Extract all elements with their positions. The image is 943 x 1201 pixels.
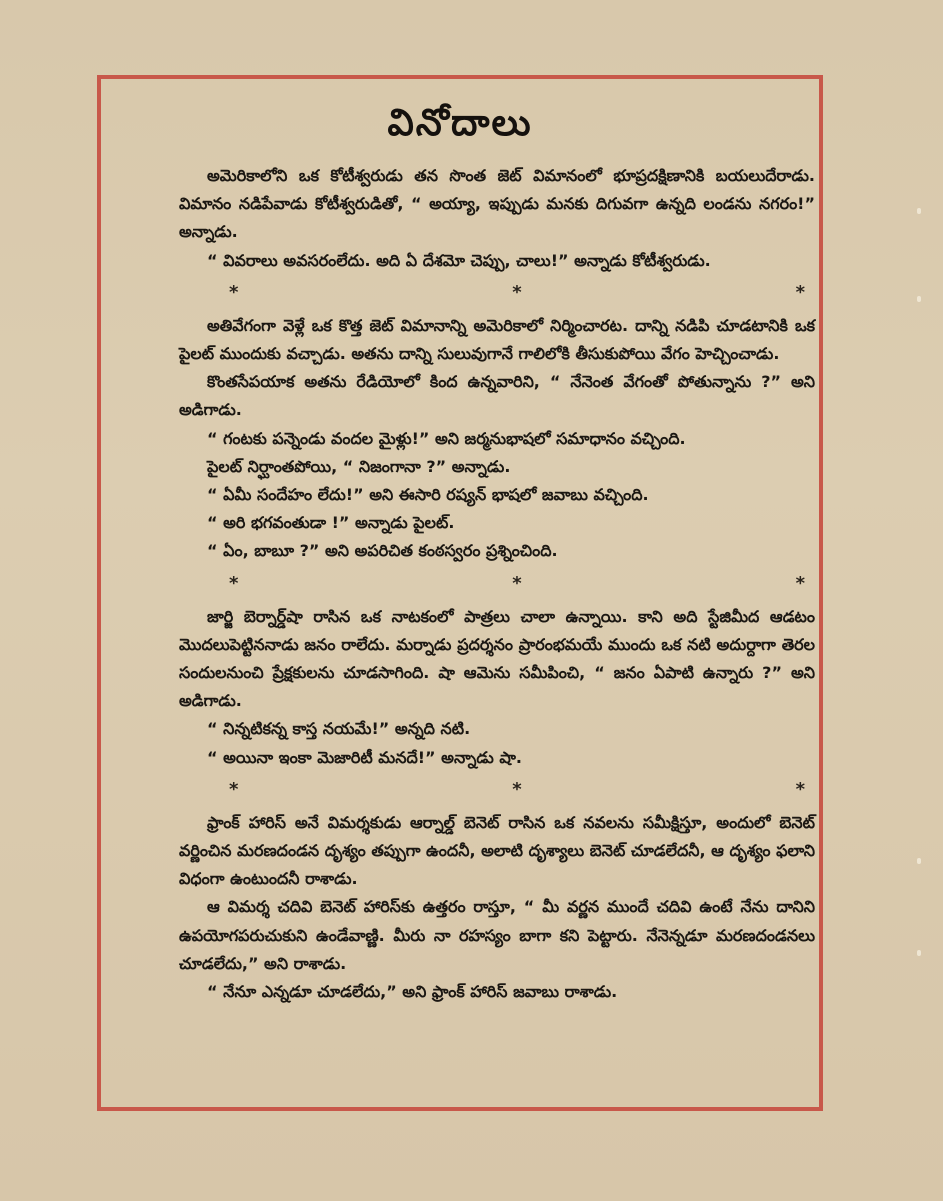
article-body <box>179 162 815 1006</box>
paragraph: అమెరికాలోని ఒక కోటీశ్వరుడు తన సొంత జెట్ విమానంలో భూప్రదక్షిణానికి బయలుదేరాడు. విమానం నడిపేవాడు కోటీశ్వరుడితో, “ అయ్యా, ఇప్పుడు మనకు దిగువగా ఉన్నది లండను నగరం!” అన్నాడు. <box>179 166 815 242</box>
paragraph: “ నేనూ ఎన్నడూ చూడలేదు,” అని ఫ్రాంక్ హారిస్ జవాబు రాశాడు. <box>207 982 618 1002</box>
paragraph: “ అయినా ఇంకా మెజారిటీ మనదే!” అన్నాడు షా. <box>207 747 522 767</box>
paragraph: “ నిన్నటికన్న కాస్త నయమే!” అన్నది నటి. <box>207 719 471 739</box>
paper-speck <box>917 208 921 214</box>
separator-star: * <box>512 778 522 800</box>
paragraph: ఆ విమర్శ చదివి బెనెట్ హారిస్‌కు ఉత్తరం రాస్తూ, “ మీ వర్ణన ముందే చదివి ఉంటే నేను దానిని ఉపయోగపరుచుకుని ఉండేవాణ్ణి. మీరు నా రహస్యం బాగా కని పెట్టారు. నేనెన్నడూ మరణదండనలు చూడలేదు,” అని రాశాడు. <box>179 897 815 973</box>
separator-star: * <box>795 572 805 594</box>
separator-star: * <box>229 778 239 800</box>
page-title: వినోదాలు <box>387 101 533 144</box>
paragraph: ఫ్రాంక్ హారిస్ అనే విమర్శకుడు ఆర్నాల్డ్ బెనెట్ రాసిన ఒక నవలను సమీక్షిస్తూ, అందులో బెనెట్ వర్ణించిన మరణదండన దృశ్యం తప్పుగా ఉందనీ, అలాటి దృశ్యాలు బెనెట్ చూడలేదనీ, ఆ దృశ్యం ఫలాని విధంగా ఉంటుందనీ రాశాడు. <box>179 812 815 889</box>
separator-star: * <box>512 281 522 303</box>
separator-star: * <box>229 281 239 303</box>
section-separator <box>179 277 815 309</box>
paragraph: అతివేగంగా వెళ్లే ఒక కొత్త జెట్ విమానాన్ని అమెరికాలో నిర్మించారట. దాన్ని నడిపి చూడటానికి ఒక పైలట్ ముందుకు వచ్చాడు. అతను దాన్ని సులువుగానే గాలిలోకి తీసుకుపోయి వేగం హెచ్చించాడు. <box>179 315 815 364</box>
paper-speck <box>917 296 921 302</box>
section-separator <box>179 774 815 806</box>
paragraph: “ వివరాలు అవసరంలేదు. అది ఏ దేశమో చెప్పు, చాలు!” అన్నాడు కోటీశ్వరుడు. <box>207 250 711 270</box>
separator-star: * <box>512 572 522 594</box>
paragraph: “ గంటకు పన్నెండు వందల మైళ్లు!” అని జర్మనుభాషలో సమాధానం వచ్చింది. <box>207 428 686 448</box>
anecdote-3 <box>179 603 815 772</box>
paragraph: “ ఏం, బాబూ ?” అని అపరిచిత కంఠస్వరం ప్రశ్నించింది. <box>207 541 558 561</box>
paragraph: పైలట్ నిర్ఘాంతపోయి, “ నిజంగానా ?” అన్నాడు. <box>207 456 511 476</box>
page-border <box>97 75 823 1111</box>
anecdote-2 <box>179 312 815 566</box>
separator-star: * <box>795 281 805 303</box>
section-separator <box>179 568 815 600</box>
paragraph: “ అరి భగవంతుడా !” అన్నాడు పైలట్. <box>207 513 455 533</box>
anecdote-1 <box>179 162 815 275</box>
separator-star: * <box>795 778 805 800</box>
paragraph: కొంతసేపయాక అతను రేడియోలో కింద ఉన్నవారిని, “ నేనెంత వేగంతో పోతున్నాను ?” అని అడిగాడు. <box>179 372 815 420</box>
anecdote-4 <box>179 809 815 1006</box>
paper-speck <box>917 950 921 956</box>
separator-star: * <box>229 572 239 594</box>
paper-speck <box>917 858 921 864</box>
paragraph: జార్జి బెర్నార్డ్‌షా రాసిన ఒక నాటకంలో పాత్రలు చాలా ఉన్నాయి. కాని అది స్టేజిమీద ఆడటం మొదలుపెట్టిననాడు జనం రాలేదు. మర్నాడు ప్రదర్శనం ప్రారంభమయే ముందు ఒక నటి అదుర్దాగా తెరల సందులనుంచి ప్రేక్షకులను చూడసాగింది. షా ఆమెను సమీపించి, “ జనం ఏపాటి ఉన్నారు ?” అని అడిగాడు. <box>179 606 815 711</box>
paragraph: “ ఏమీ సందేహం లేదు!” అని ఈసారి రష్యన్ భాషలో జవాబు వచ్చింది. <box>207 485 649 505</box>
